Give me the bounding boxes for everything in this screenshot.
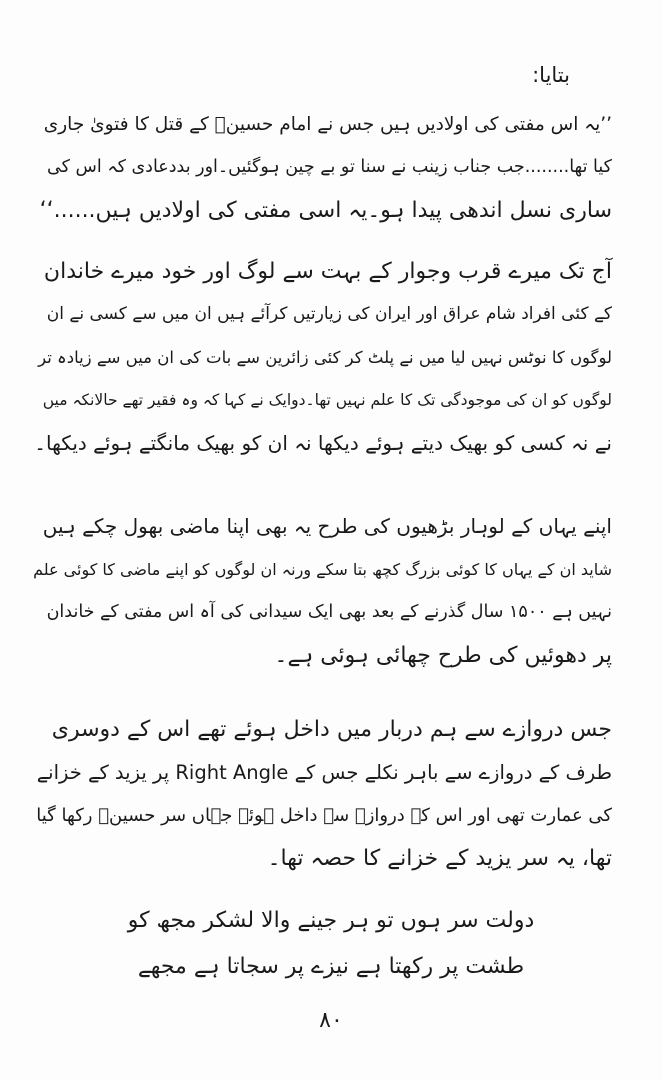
text-line: تھا، یہ سر یزید کے خزانے کا حصہ تھا۔ [267, 846, 612, 871]
text-line: اپنے یہاں کے لوہار بڑھیوں کی طرح یہ بھی اپنا ماضی بھول چکے ہیں [42, 514, 612, 538]
text-line: طرف کے دروازے سے باہر نکلے جس کے Right Angle پر یزید کے خزانے [36, 761, 612, 784]
text-line: ’’یہ اس مفتی کی اولادیں ہیں جس نے امام حسینؑ کے قتل کا فتویٰ جاری [43, 114, 612, 135]
text-line: نے نہ کسی کو بھیک دیتے ہوئے دیکھا نہ ان کو بھیک مانگتے ہوئے دیکھا۔ [34, 431, 612, 455]
couplet-line: طشت پر رکھتا ہے نیزے پر سجاتا ہے مجھے [137, 954, 525, 979]
couplet-line: دولت سر ہوں تو ہر جینے والا لشکر مجھ کو [127, 908, 535, 933]
text-line: ساری نسل اندھی پیدا ہو۔یہ اسی مفتی کی اولادیں ہیں......‘‘ [39, 198, 612, 223]
poetry-couplet [0, 898, 662, 990]
text-line: کی عمارت تھی اور اس کے دروازے سے داخل ہوئے جہاں سر حسینؑ رکھا گیا [36, 805, 612, 826]
paragraph-3 [32, 505, 612, 677]
text-line: لوگوں کو ان کی موجودگی تک کا علم نہیں تھا۔دوایک نے کہا کہ وہ فقیر تھے حالانکہ میں [42, 391, 612, 409]
page-number: ۸۰ [319, 1008, 343, 1033]
text-line: لوگوں کا نوٹس نہیں لیا میں نے پلٹ کر کئی زائرین سے بات کی ان میں سے زیادہ تر [38, 348, 612, 367]
paragraph-quote [32, 103, 612, 232]
text-line: پر دھوئیں کی طرح چھائی ہوئی ہے۔ [274, 643, 612, 668]
text-line: نہیں ہے ۱۵۰۰ سال گذرنے کے بعد بھی ایک سیدانی کی آہ اس مفتی کے خاندان [46, 602, 612, 622]
text-line: جس دروازے سے ہم دربار میں داخل ہوئے تھے اس کے دوسری [51, 717, 612, 742]
text-line: کیا تھا........جب جناب زینب نے سنا تو بے چین ہوگئیں۔اور بددعادی کہ اس کی [47, 157, 612, 177]
text-line: شاید ان کے یہاں کا کوئی بزرگ کچھ بتا سکے ورنہ ان لوگوں کو اپنے ماضی کا کوئی علم [33, 560, 612, 579]
paragraph-4 [32, 708, 612, 880]
text-line: کے کئی افراد شام عراق اور ایران کی زیارتیں کرآئے ہیں ان میں سے کسی نے ان [46, 304, 612, 324]
intro-line: بتایا: [532, 63, 570, 87]
intro-text [450, 54, 570, 97]
text-line: آج تک میرے قرب وجوار کے بہت سے لوگ اور خود میرے خاندان [43, 259, 612, 284]
paragraph-2 [32, 250, 612, 465]
